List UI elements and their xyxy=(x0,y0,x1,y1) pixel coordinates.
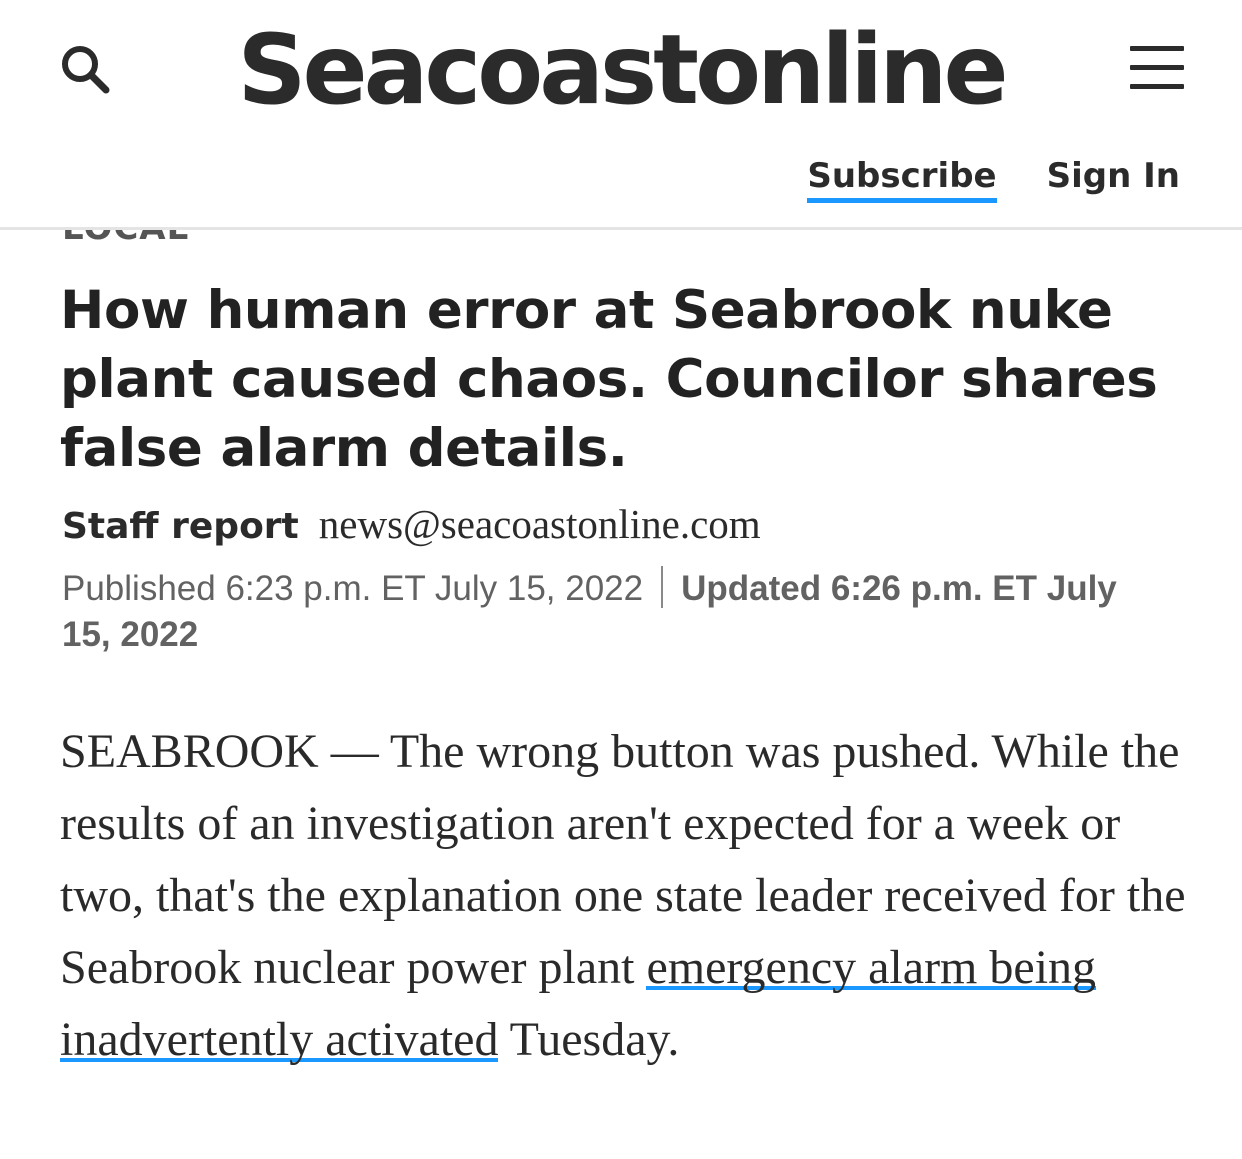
article-dates xyxy=(62,566,1172,658)
header-account-links xyxy=(807,156,1180,203)
body-outro-text: Tuesday. xyxy=(498,1013,680,1066)
site-header xyxy=(0,0,1242,230)
byline xyxy=(62,500,761,548)
subscribe-link[interactable]: Subscribe xyxy=(807,156,996,203)
published-date: Published 6:23 p.m. ET July 15, 2022 xyxy=(62,569,644,608)
site-logo[interactable]: Seacoastonline xyxy=(237,14,1005,126)
sign-in-link[interactable]: Sign In xyxy=(1046,156,1180,196)
alarm-story-link[interactable]: emergency alarm being inadvertently activated xyxy=(60,941,1097,1066)
article-body-paragraph xyxy=(60,716,1200,1076)
date-divider xyxy=(661,566,663,608)
updated-date: Updated 6:26 p.m. ET July 15, 2022 xyxy=(62,569,1117,654)
body-intro-text: SEABROOK — The wrong button was pushed. While the results of an investigation aren't expected for a week or two, that's the explanation one state leader received for the Seabrook nuclear power plant xyxy=(60,725,1186,994)
hamburger-menu-icon[interactable] xyxy=(1128,44,1188,92)
byline-author: Staff report xyxy=(62,506,299,547)
article-headline: How human error at Seabrook nuke plant caused chaos. Councilor shares false alarm details. xyxy=(60,280,1158,479)
byline-email: news@seacoastonline.com xyxy=(318,501,761,547)
